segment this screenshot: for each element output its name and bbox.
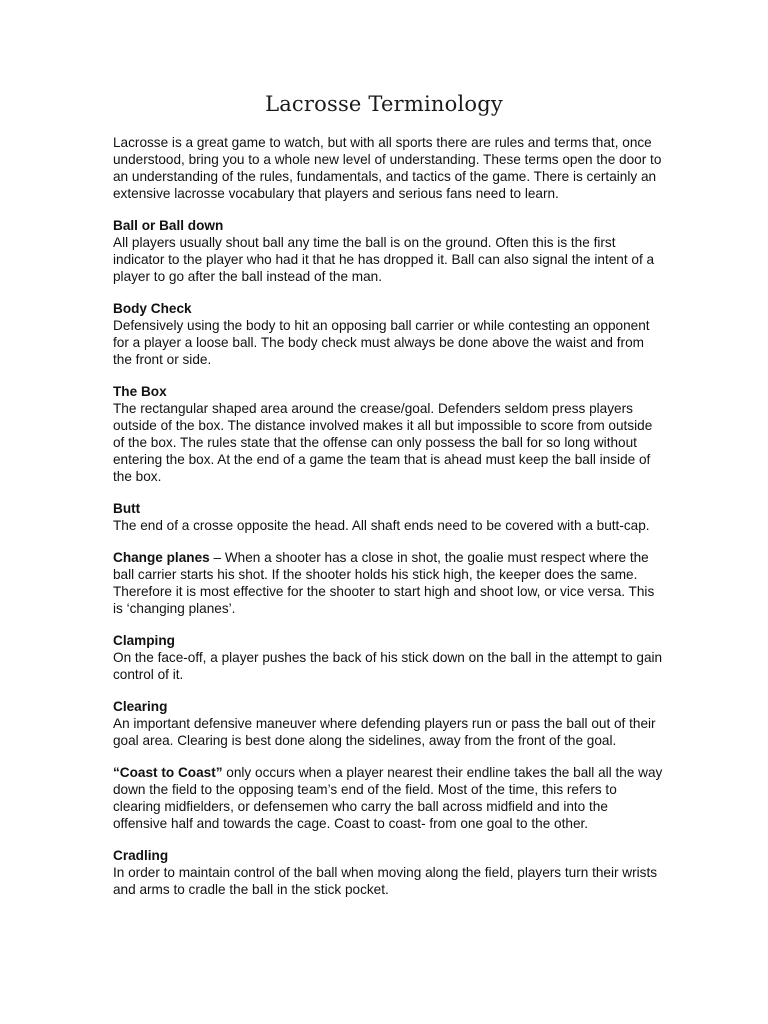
entry-clearing: [113, 698, 665, 749]
entry-body-check: [113, 300, 665, 368]
entry-coast-to-coast: [113, 764, 665, 832]
document-body: [113, 134, 665, 913]
term-heading: The Box: [113, 384, 167, 399]
entry-change-planes: [113, 549, 665, 617]
entry-cradling: [113, 847, 665, 898]
term-heading: Butt: [113, 501, 141, 516]
intro-paragraph: Lacrosse is a great game to watch, but with all sports there are rules and terms that, once understood, bring you to a whole new level of understanding. These terms open the door to an understanding of the rules, fundamentals, and tactics of the game. There is certainly an extensive lacrosse vocabulary that players and serious fans need to learn.: [113, 135, 662, 201]
term-definition: only occurs when a player nearest their endline takes the ball all the way down the field to the opposing team’s end of the field. Most of the time, this refers to clearing midfielders, or defensemen who carry the ball across midfield and into the offensive half and towards the cage. Coast to coast- from one goal to the other.: [113, 765, 663, 831]
document-title: Lacrosse Terminology: [265, 92, 503, 116]
term-heading: Change planes: [113, 550, 210, 565]
term-definition: On the face-off, a player pushes the back of his stick down on the ball in the attempt to gain control of it.: [113, 650, 663, 682]
term-definition: – When a shooter has a close in shot, the goalie must respect where the ball carrier starts his shot. If the shooter holds his stick high, the keeper does the same. Therefore it is most effective for the shooter to start high and shoot low, or vice versa. This is ‘changing planes’.: [113, 550, 655, 616]
term-heading: Clamping: [113, 633, 175, 648]
term-definition: The end of a crosse opposite the head. All shaft ends need to be covered with a butt-cap.: [113, 518, 650, 533]
entry-ball-or-ball-down: [113, 217, 665, 285]
term-heading: “Coast to Coast”: [113, 765, 223, 780]
term-definition: Defensively using the body to hit an opposing ball carrier or while contesting an opponent for a player a loose ball. The body check must always be done above the waist and from the front or side.: [113, 318, 650, 367]
term-definition: An important defensive maneuver where defending players run or pass the ball out of their goal area. Clearing is best done along the sidelines, away from the front of the goal.: [113, 716, 656, 748]
term-heading: Clearing: [113, 699, 168, 714]
term-heading: Cradling: [113, 848, 169, 863]
term-heading: Ball or Ball down: [113, 218, 224, 233]
entry-clamping: [113, 632, 665, 683]
entry-butt: [113, 500, 665, 534]
entry-the-box: [113, 383, 665, 485]
term-definition: The rectangular shaped area around the crease/goal. Defenders seldom press players outside of the box. The distance involved makes it all but impossible to score from outside of the box. The rules state that the offense can only possess the ball for so long without entering the box. At the end of a game the team that is ahead must keep the ball inside of the box.: [113, 401, 653, 484]
term-heading: Body Check: [113, 301, 192, 316]
term-definition: In order to maintain control of the ball when moving along the field, players turn their wrists and arms to cradle the ball in the stick pocket.: [113, 865, 658, 897]
term-definition: All players usually shout ball any time the ball is on the ground. Often this is the first indicator to the player who had it that he has dropped it. Ball can also signal the intent of a player to go after the ball instead of the man.: [113, 235, 655, 284]
